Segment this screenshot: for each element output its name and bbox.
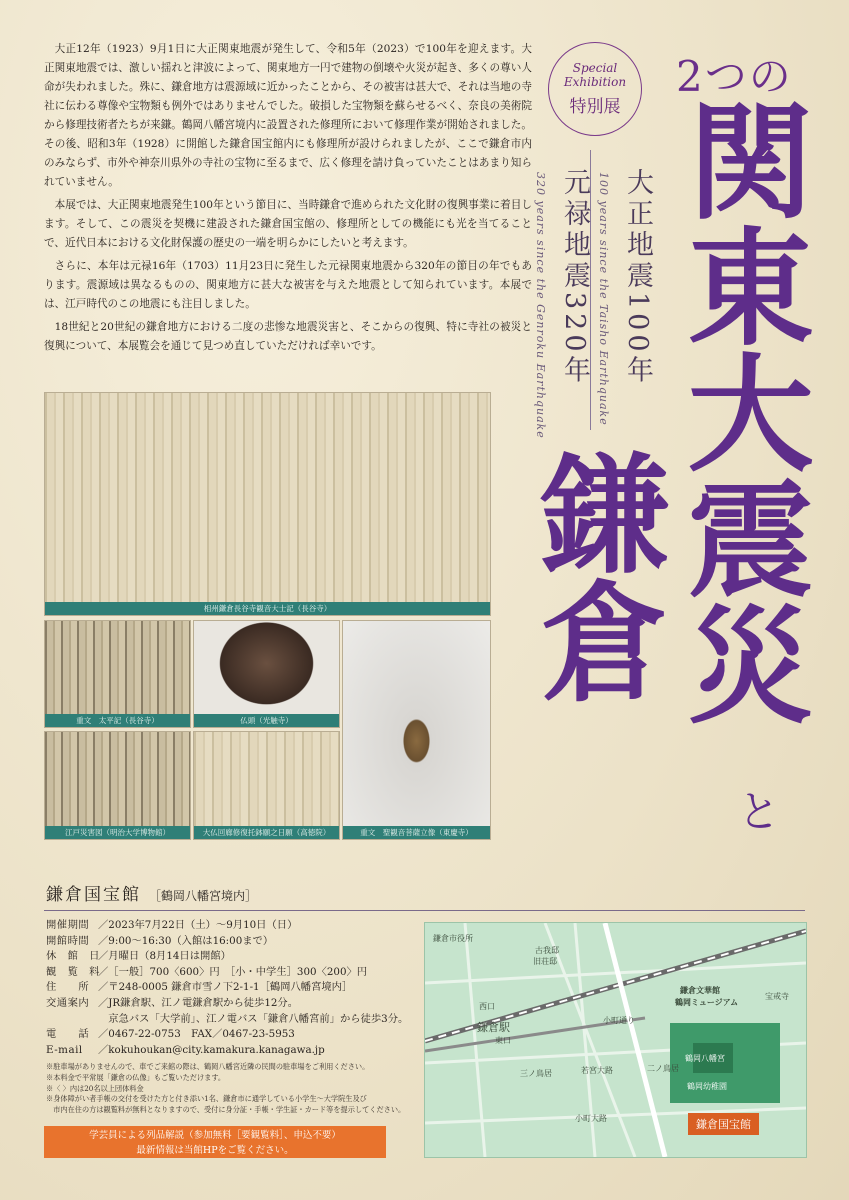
badge-en-2: Exhibition bbox=[563, 75, 627, 89]
map-label: 鎌倉駅 bbox=[477, 1021, 510, 1034]
intro-paragraph: さらに、本年は元禄16年（1703）11月23日に発生した元禄関東地震から320年の節目の年でもあります。震源域は異なるものの、関東地方に甚大な被害を与えた地震として知られています。本展では、江戸時代のこの地震にも注目しました。 bbox=[44, 260, 532, 310]
info-banner bbox=[44, 1126, 386, 1158]
map-label: 古我邸 bbox=[535, 946, 559, 955]
photo-buddha-head bbox=[193, 620, 340, 728]
notes bbox=[46, 1062, 426, 1116]
banner-line-2: 最新情報は当館HPをご覧ください。 bbox=[136, 1145, 294, 1156]
subtitle-genroku: 元禄地震320年 bbox=[559, 168, 590, 387]
info-row: 住 所 ／〒248-0005 鎌倉市雪ノ下2-1-1［鶴岡八幡宮境内］ bbox=[46, 981, 353, 994]
subtitle-taisho: 大正地震100年 bbox=[622, 168, 653, 387]
photo-caption: 重文 聖観音菩薩立像（東慶寺） bbox=[343, 826, 490, 839]
subtitle-taisho-en: 100 years since the Taisho Earthquake bbox=[597, 172, 610, 426]
photo-hasedera-scroll bbox=[44, 392, 491, 616]
info-row: 休 館 日 ／月曜日（8月14日は開館） bbox=[46, 950, 231, 963]
note-line: ※駐車場がありませんので、車でご来館の際は、鶴岡八幡宮近隣の民間の駐車場をご利用ください。 bbox=[46, 1062, 370, 1071]
photo-daibutsu-document bbox=[193, 731, 340, 840]
intro-text bbox=[44, 40, 532, 360]
info-row: 京急バス「大学前」、江ノ電バス「鎌倉八幡宮前」から徒歩3分。 bbox=[98, 1012, 409, 1025]
note-line: ※本料金で平常展「鎌倉の仏像」もご覧いただけます。 bbox=[46, 1072, 226, 1082]
map-label: 西口 bbox=[479, 1002, 495, 1011]
photo-kannon-statue bbox=[342, 620, 491, 840]
map-museum-marker: 鎌倉国宝館 bbox=[688, 1113, 759, 1135]
title-to: と bbox=[729, 788, 780, 832]
photo-caption: 大仏回廊修復托鉢願之日願（高徳院） bbox=[194, 826, 339, 839]
venue-name bbox=[46, 880, 257, 905]
photo-caption: 江戸災害図（明治大学博物館） bbox=[45, 826, 190, 839]
photo-edo-disaster bbox=[44, 731, 191, 840]
badge-en-1: Special bbox=[572, 61, 618, 75]
map-label: 東口 bbox=[495, 1036, 511, 1045]
photo-caption: 重文 太平記（長谷寺） bbox=[45, 714, 190, 727]
map-label: 鶴岡ミュージアム bbox=[675, 997, 739, 1007]
map-label: 三ノ鳥居 bbox=[520, 1069, 552, 1078]
badge-jp: 特別展 bbox=[569, 97, 621, 117]
map-label: 鎌倉市役所 bbox=[433, 934, 473, 943]
title-top: 2つの bbox=[676, 52, 793, 101]
photo-taiheiki bbox=[44, 620, 191, 728]
photo-caption: 相州鎌倉長谷寺観音大士記（長谷寺） bbox=[45, 602, 490, 615]
note-line: ※〈 〉内は20名以上団体料金 bbox=[46, 1083, 144, 1093]
map-label: 鶴岡幼稚園 bbox=[687, 1082, 727, 1091]
map-label: 若宮大路 bbox=[581, 1066, 613, 1075]
info-row: 観 覧 料 ／［一般］700〈600〉円 ［小・中学生］300〈200〉円 bbox=[46, 965, 368, 978]
map-label: 二ノ鳥居 bbox=[647, 1064, 679, 1073]
title-kamakura: 鎌倉 bbox=[519, 448, 669, 704]
info-row-email: E-mail ／kokuhoukan@city.kamakura.kanagawa.jp bbox=[46, 1043, 325, 1056]
photo-caption: 仏頭（光触寺） bbox=[194, 714, 339, 727]
subtitle-genroku-en: 320 years since the Genroku Earthquake bbox=[534, 172, 547, 439]
map-label: 宝戒寺 bbox=[765, 992, 789, 1001]
title-main: 関東大震災 bbox=[667, 96, 815, 726]
intro-paragraph: 大正12年（1923）9月1日に大正関東地震が発生して、令和5年（2023）で100年を迎えます。大正関東地震では、激しい揺れと津波によって、関東地方一円で建物の倒壊や火災が起き、多くの尊い人命が失われました。殊に、鎌倉地方は震源域に近かったことから、その被害は甚大で、それは当地の寺社に伝わる尊像や宝物類も例外ではありませんでした。破損した宝物類を蘇らせるべく、奈良の美術院から修理技術者たちが来鎌。鶴岡八幡宮境内に設置された修理所において修理作業が開始されました。その後、昭和3年（1928）に開館した鎌倉国宝館内にも修理所が設けられましたが、ここで鎌倉市内のみならず、市外や神奈川県外の寺社の宝物に至るまで、広く修理を請け負っていたことはあまり知られていません。 bbox=[44, 43, 532, 188]
exhibition-info bbox=[46, 918, 416, 1058]
info-row: 交通案内 ／JR鎌倉駅、江ノ電鎌倉駅から徒歩12分。 bbox=[46, 996, 299, 1009]
venue-subtitle: ［鶴岡八幡宮境内］ bbox=[149, 889, 258, 903]
map-label: 旧荘邸 bbox=[533, 957, 557, 966]
note-line: ※身体障がい者手帳の交付を受けた方と付き添い1名、鎌倉市に通学している小学生～大学院生及び bbox=[46, 1094, 367, 1104]
map-label: 鎌倉文華館 bbox=[680, 985, 720, 995]
info-row: 開館時間 ／9:00～16:30（入館は16:00まで） bbox=[46, 934, 274, 947]
map-label: 鶴岡八幡宮 bbox=[685, 1054, 725, 1063]
info-row: 開催期間 ／2023年7月22日（土）～9月10日（日） bbox=[46, 919, 298, 931]
intro-paragraph: 本展では、大正関東地震発生100年という節目に、当時鎌倉で進められた文化財の復興事業に着目します。そして、この震災を契機に建設された鎌倉国宝館の、修理所としての機能にも光を当てることで、近代日本における文化財保護の歴史の一端を明らかにしたいと考えます。 bbox=[44, 199, 532, 249]
intro-paragraph: 18世紀と20世紀の鎌倉地方における二度の悲惨な地震災害と、そこからの復興、特に寺社の被災と復興について、本展覧会を通じて見つめ直していただければ幸いです。 bbox=[44, 321, 532, 352]
venue-title: 鎌倉国宝館 bbox=[46, 885, 141, 905]
info-row: 電 話 ／0467-22-0753 FAX／0467-23-5953 bbox=[46, 1028, 295, 1041]
note-line: 市内在住の方は観覧料が無料となりますので、受付に身分証・手帳・学生証・カード等を提示してください。 bbox=[46, 1105, 406, 1115]
map-label: 小町大路 bbox=[575, 1114, 607, 1123]
section-divider bbox=[44, 910, 805, 911]
banner-line-1: 学芸員による列品解説（参加無料［要観覧料］、申込不要） bbox=[89, 1130, 341, 1141]
map-label: 小町通り bbox=[603, 1016, 635, 1025]
special-exhibition-badge bbox=[548, 42, 642, 136]
